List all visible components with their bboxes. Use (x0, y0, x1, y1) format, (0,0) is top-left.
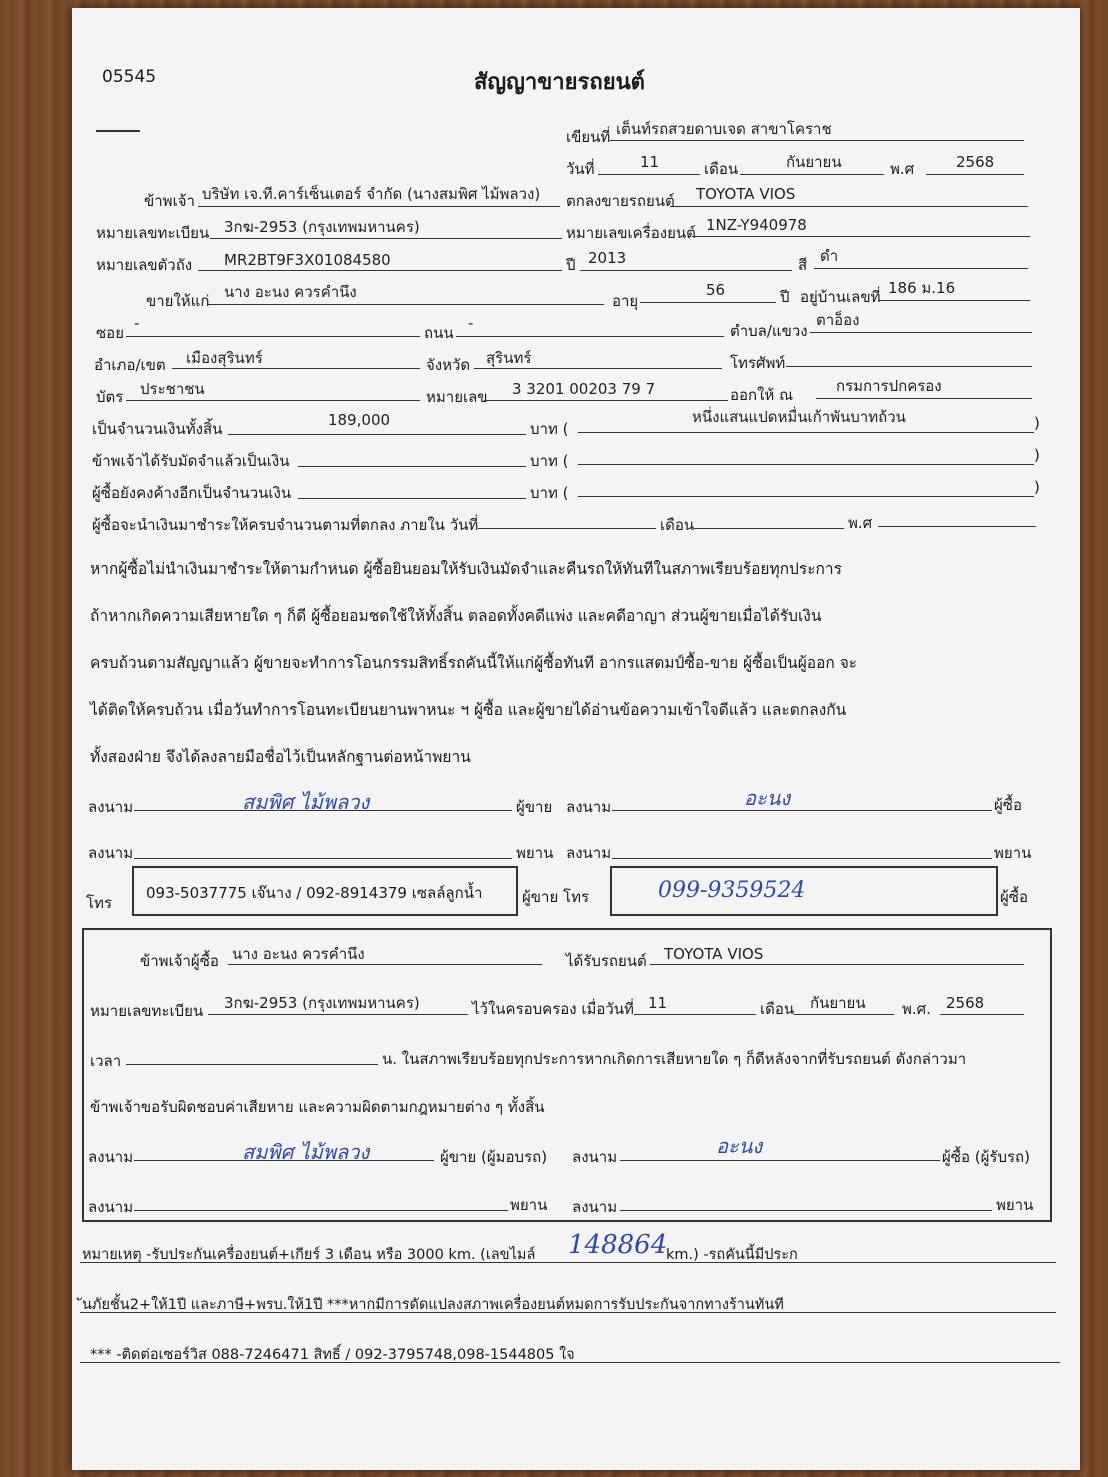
province-value: สุรินทร์ (486, 349, 532, 367)
house-number-line (878, 300, 1030, 301)
road-line (456, 336, 724, 337)
issued-by-line (816, 398, 1032, 399)
receipt-witness2-line (620, 1210, 992, 1211)
receipt-car-line (650, 964, 1024, 965)
phone-label: โทรศัพท์ (730, 354, 786, 372)
issued-by-value: กรมการปกครอง (836, 377, 942, 395)
deposit-close-paren: ) (1034, 446, 1040, 464)
receipt-liability-text: ข้าพเจ้าขอรับผิดชอบค่าเสียหาย และความผิดตามกฎหมายต่าง ๆ ทั้งสิ้น (90, 1098, 545, 1116)
remaining-label: ผู้ซื้อยังคงค้างอีกเป็นจำนวนเงิน (92, 484, 292, 502)
receipt-witness2-role: พยาน (996, 1196, 1034, 1214)
terms-line-2: ถ้าหากเกิดความเสียหายใด ๆ ก็ดี ผู้ซื้อยอมชดใช้ให้ทั้งสิ้น ตลอดทั้งคดีแพ่ง และคดีอาญา ส่วนผู้ขายเมื่อได้รับเงิน (90, 607, 822, 625)
seller-phone-numbers: 093-5037775 เจ๊นาง / 092-8914379 เซลล์ลูกน้ำ (146, 884, 483, 902)
receipt-witness2-sign-label: ลงนาม (572, 1198, 618, 1216)
receipt-day: 11 (648, 994, 668, 1012)
deposit-line (298, 466, 526, 467)
tambon-label: ตำบล/แขวง (730, 322, 808, 340)
year-line (926, 174, 1024, 175)
chassis-label: หมายเลขตัวถัง (96, 256, 193, 274)
model-year-label: ปี (566, 256, 576, 274)
receipt-time-line (126, 1064, 378, 1065)
receipt-day-line (634, 1014, 756, 1015)
house-number-label: อยู่บ้านเลขที่ (800, 288, 881, 306)
color-value: ดำ (820, 247, 839, 265)
remarks-line-1a: หมายเหตุ -รับประกันเครื่องยนต์+เกียร์ 3 เดือน หรือ 3000 km. (เลขไมล์ (82, 1247, 536, 1263)
road-label: ถนน (424, 324, 454, 342)
deposit-words-line (578, 464, 1034, 465)
document-number: 05545 (102, 67, 157, 87)
contract-paper (72, 8, 1080, 1470)
deposit-baht-label: บาท ( (530, 452, 569, 470)
receipt-seller-sign-label: ลงนาม (88, 1148, 134, 1166)
seller-name: บริษัท เจ.ที.คาร์เซ็นเตอร์ จำกัด (นางสมพิศ ไม้พลวง) (202, 185, 541, 203)
card-type-line (126, 400, 420, 401)
due-year-label: พ.ศ (848, 514, 873, 532)
remarks-line-2: ันภัยชั้น2+ให้1ปี และภาษี+พรบ.ให้1ปี ***หากมีการดัดแปลงสภาพเครื่องยนต์หมดการรับประกันจากทางร้านทันที (82, 1297, 784, 1313)
receipt-condition-text: น. ในสภาพเรียบร้อยทุกประการหากเกิดการเสียหายใด ๆ ก็ดีหลังจากที่รับรถยนต์ ดังกล่าวมา (382, 1050, 967, 1068)
road-value: - (468, 314, 474, 332)
buyer-name-line (208, 304, 604, 305)
document-title: สัญญาขายรถยนต์ (474, 70, 645, 95)
total-amount-label: เป็นจำนวนเงินทั้งสิ้น (92, 420, 223, 438)
due-month-label: เดือน (660, 516, 695, 534)
card-type-value: ประชาชน (140, 380, 205, 398)
soi-label: ซอย (96, 324, 124, 342)
color-label: สี (798, 256, 808, 274)
seller-label: ข้าพเจ้า (144, 192, 195, 210)
receipt-buyer-signature: อะนง (716, 1134, 763, 1158)
chassis-line (198, 270, 562, 271)
buyer-signature: อะนง (744, 786, 791, 810)
car-model: TOYOTA VIOS (696, 185, 796, 203)
due-day-line (478, 528, 656, 529)
written-at-label: เขียนที่ (566, 128, 611, 146)
id-number-value: 3 3201 00203 79 7 (512, 380, 656, 398)
engine-number-line (692, 236, 1030, 237)
remaining-line (298, 498, 526, 499)
written-at-line (610, 140, 1024, 141)
receipt-year-line (940, 1014, 1024, 1015)
buyer-name: นาง อะนง ควรคำนึง (224, 283, 357, 301)
agree-sell-label: ตกลงขายรถยนต์ (566, 192, 675, 210)
remaining-words-line (578, 496, 1034, 497)
receipt-buyer-role: ผู้ซื้อ (ผู้รับรถ) (942, 1148, 1030, 1166)
terms-line-5: ทั้งสองฝ่าย จึงได้ลงลายมือชื่อไว้เป็นหลักฐานต่อหน้าพยาน (90, 748, 471, 766)
seller-phone-role: ผู้ขาย โทร (522, 888, 590, 906)
deposit-label: ข้าพเจ้าได้รับมัดจำแล้วเป็นเงิน (92, 452, 290, 470)
receipt-witness1-role: พยาน (510, 1196, 548, 1214)
receipt-car-model: TOYOTA VIOS (664, 945, 764, 963)
terms-line-4: ได้ติดให้ครบถ้วน เมื่อวันทำการโอนทะเบียนยานพาหนะ ฯ ผู้ซื้อ และผู้ขายได้อ่านข้อความเข้าใจดีแล้ว และตกลงกัน (90, 701, 847, 719)
seller-signature: สมพิศ ไม้พลวง (242, 790, 370, 814)
receipt-possess-label: ไว้ในครอบครอง เมื่อวันที่ (472, 1000, 634, 1018)
receipt-month: กันยายน (810, 994, 866, 1012)
receipt-buyer-name: นาง อะนง ควรคำนึง (232, 945, 365, 963)
witness2-sign-line (612, 858, 992, 859)
receipt-reg-value: 3กฆ-2953 (กรุงเทพมหานคร) (224, 994, 420, 1012)
receipt-witness1-line (134, 1210, 508, 1211)
remaining-close-paren: ) (1034, 478, 1040, 496)
witness2-role: พยาน (994, 844, 1032, 862)
due-month-line (694, 528, 844, 529)
phone-row-label: โทร (86, 894, 113, 912)
month-label: เดือน (704, 160, 739, 178)
car-model-line (670, 206, 1028, 207)
witness1-sign-label: ลงนาม (88, 844, 134, 862)
total-amount-words: หนึ่งแสนแปดหมื่นเก้าพันบาทถ้วน (692, 408, 906, 426)
written-at-value: เต็นท์รถสวยดาบเจด สาขาโคราช (616, 120, 832, 138)
age-unit: ปี (780, 288, 790, 306)
receipt-month-line (794, 1014, 894, 1015)
total-amount-line (228, 434, 526, 435)
witness1-role: พยาน (516, 844, 554, 862)
buyer-sign-label: ลงนาม (566, 798, 612, 816)
phone-line (786, 366, 1032, 367)
receipt-buyer-sign-label: ลงนาม (572, 1148, 618, 1166)
remarks-line-3: *** -ติดต่อเซอร์วิส 088-7246471 สิทธิ์ / 092-3795748,098-1544805 ใจ (90, 1347, 575, 1363)
tambon-line (810, 332, 1032, 333)
receipt-month-label: เดือน (760, 1000, 795, 1018)
total-words-line (578, 432, 1034, 433)
header-dash (96, 130, 140, 132)
age-label: อายุ (612, 292, 639, 310)
soi-line (126, 336, 420, 337)
house-number-value: 186 ม.16 (888, 279, 956, 297)
receipt-buyer-sign-line (620, 1160, 940, 1161)
witness1-sign-line (134, 858, 512, 859)
registration-label: หมายเลขทะเบียน (96, 224, 210, 242)
vehicle-receipt-box (82, 928, 1052, 1222)
receipt-buyer-label: ข้าพเจ้าผู้ซื้อ (140, 952, 219, 970)
due-date-label: ผู้ซื้อจะนำเงินมาชำระให้ครบจำนวนตามที่ตกลง ภายใน วันที่ (92, 516, 479, 534)
remarks-line-1b: km.) -รถคันนี้มีประก (666, 1247, 798, 1263)
buyer-phone-number: 099-9359524 (658, 878, 806, 903)
issued-by-label: ออกให้ ณ (730, 386, 793, 404)
amphoe-line (172, 368, 420, 369)
receipt-received-label: ได้รับรถยนต์ (566, 952, 647, 970)
remarks-line-3-rule (80, 1362, 1060, 1363)
receipt-witness1-sign-label: ลงนาม (88, 1198, 134, 1216)
witness2-sign-label: ลงนาม (566, 844, 612, 862)
engine-number-label: หมายเลขเครื่องยนต์ (566, 224, 696, 242)
receipt-time-label: เวลา (90, 1052, 122, 1070)
mileage-value: 148864 (568, 1230, 668, 1260)
soi-value: - (134, 314, 140, 332)
month-line (740, 174, 884, 175)
seller-sign-line (134, 810, 512, 811)
date-label: วันที่ (566, 160, 595, 178)
remaining-baht-label: บาท ( (530, 484, 569, 502)
seller-sign-label: ลงนาม (88, 798, 134, 816)
receipt-buyer-line (228, 964, 542, 965)
color-line (814, 268, 1028, 269)
province-line (474, 368, 722, 369)
total-close-paren: ) (1034, 414, 1040, 432)
date-day: 11 (640, 153, 660, 171)
sell-to-label: ขายให้แก่ (146, 292, 210, 310)
receipt-reg-label: หมายเลขทะเบียน (90, 1002, 204, 1020)
receipt-year-label: พ.ศ. (902, 1000, 931, 1018)
amphoe-label: อำเภอ/เขต (94, 356, 166, 374)
remarks-line-1-rule (80, 1262, 1056, 1263)
chassis-value: MR2BT9F3X01084580 (224, 251, 391, 269)
age-value: 56 (706, 281, 726, 299)
seller-name-line (198, 206, 560, 207)
receipt-seller-sign-line (134, 1160, 434, 1161)
total-amount-value: 189,000 (328, 411, 391, 429)
total-baht-label: บาท ( (530, 420, 569, 438)
due-year-line (878, 526, 1036, 527)
buyer-sign-line (612, 810, 992, 811)
terms-line-3: ครบถ้วนตามสัญญาแล้ว ผู้ขายจะทำการโอนกรรมสิทธิ์รถคันนี้ให้แก่ผู้ซื้อทันที อากรแสตมป์ซื้อ-ขาย ผู้ซื้อเป็นผู้ออก จะ (90, 654, 858, 672)
buyer-phone-role: ผู้ซื้อ (1000, 888, 1028, 906)
model-year-value: 2013 (588, 249, 627, 267)
date-day-line (598, 174, 700, 175)
id-number-line (484, 400, 728, 401)
registration-line (210, 238, 562, 239)
registration-value: 3กฆ-2953 (กรุงเทพมหานคร) (224, 218, 420, 236)
receipt-seller-role: ผู้ขาย (ผู้มอบรถ) (440, 1148, 548, 1166)
card-label: บัตร (96, 388, 124, 406)
year-label: พ.ศ (890, 160, 915, 178)
receipt-year: 2568 (946, 994, 985, 1012)
month-value: กันยายน (786, 153, 842, 171)
engine-number-value: 1NZ-Y940978 (706, 216, 807, 234)
amphoe-value: เมืองสุรินทร์ (186, 349, 263, 367)
remarks-line-2-rule (80, 1312, 1056, 1313)
terms-line-1: หากผู้ซื้อไม่นำเงินมาชำระให้ตามกำหนด ผู้ซื้อยินยอมให้รับเงินมัดจำและคืนรถให้ทันทีในสภาพเรียบร้อยทุกประการ (90, 560, 842, 578)
receipt-seller-signature: สมพิศ ไม้พลวง (242, 1140, 370, 1164)
tambon-value: ตาอ็อง (816, 311, 860, 329)
receipt-reg-line (208, 1014, 468, 1015)
province-label: จังหวัด (426, 356, 471, 374)
model-year-line (580, 270, 792, 271)
year-value: 2568 (956, 153, 995, 171)
age-line (640, 302, 776, 303)
seller-role: ผู้ขาย (516, 798, 553, 816)
id-number-label: หมายเลข (426, 388, 488, 406)
buyer-role: ผู้ซื้อ (994, 796, 1022, 814)
